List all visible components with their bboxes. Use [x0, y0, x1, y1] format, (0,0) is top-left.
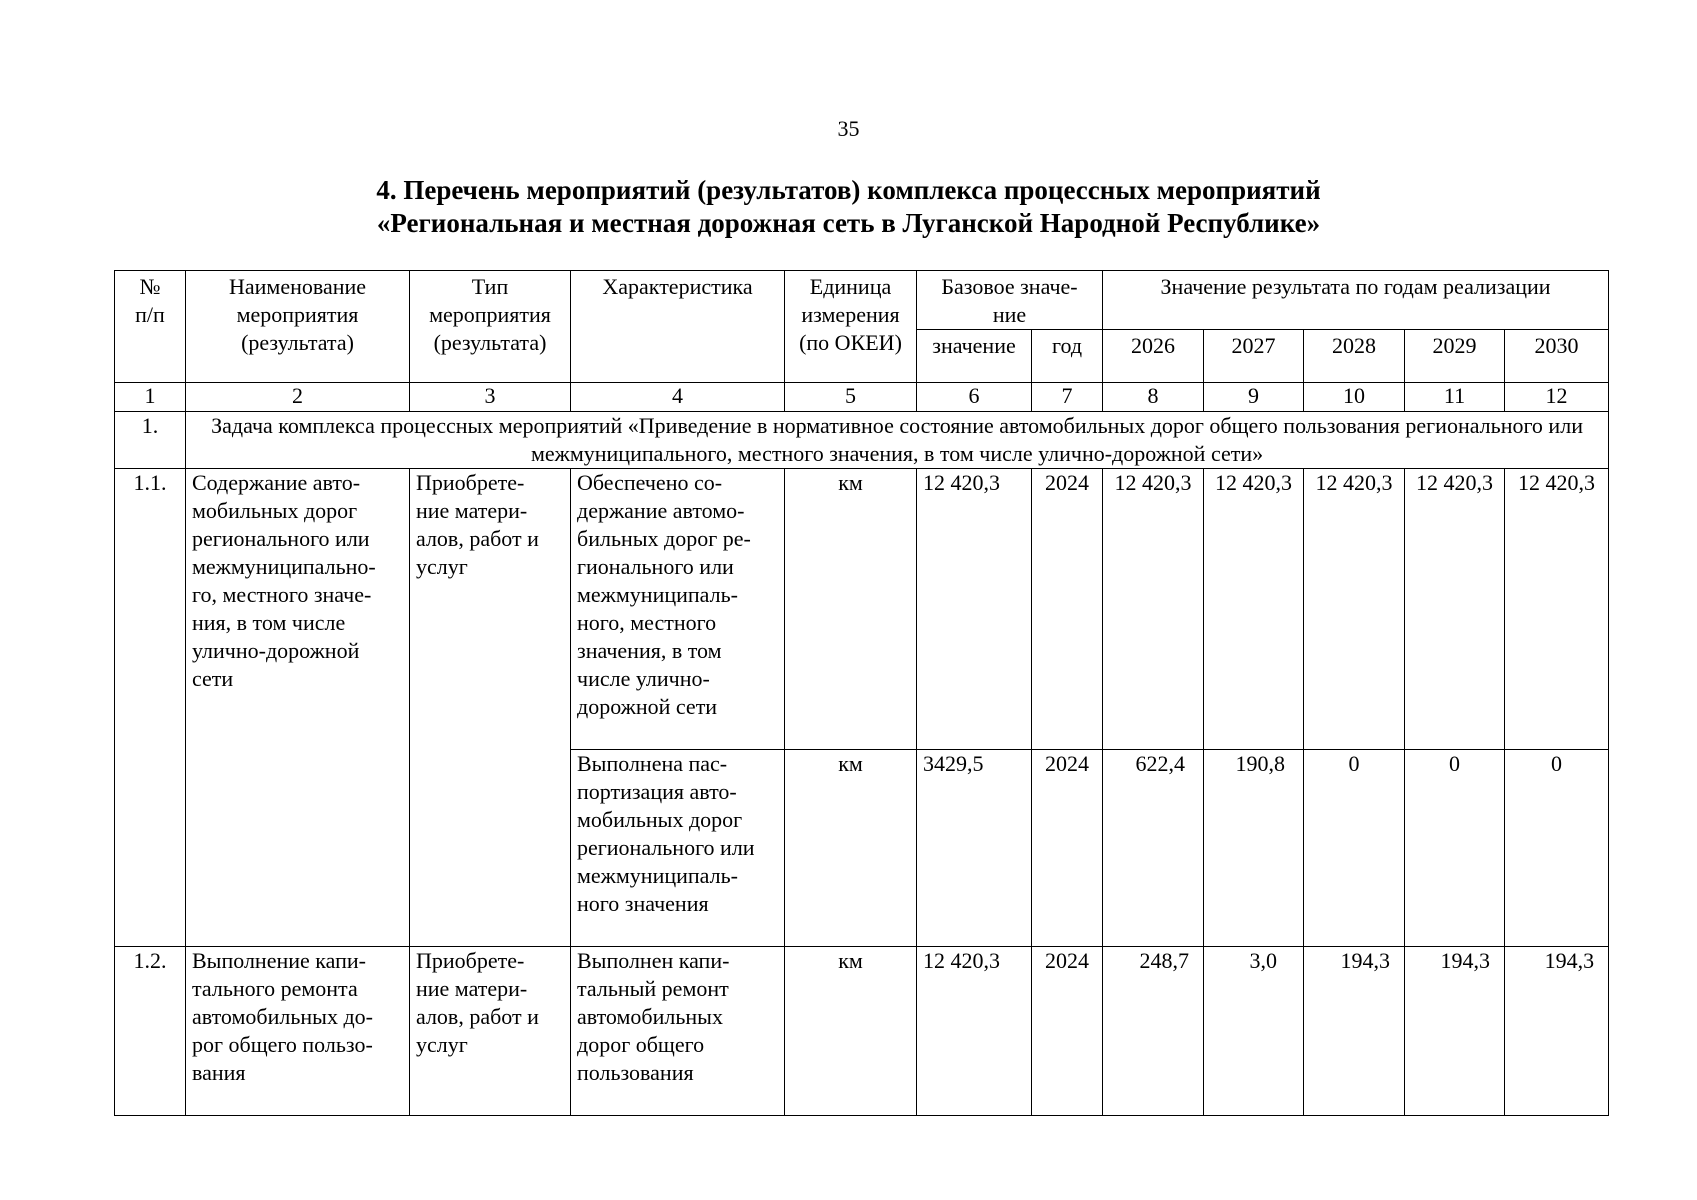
result-value-2030: 194,3	[1505, 947, 1609, 1116]
row-type: Приобрете- ние матери- алов, работ и услуг	[410, 947, 571, 1116]
header-year-2029: 2029	[1405, 330, 1505, 383]
result-characteristic: Выполнена пас- портизация авто- мобильных дорог регионального или межмуниципаль- ного значения	[571, 750, 785, 947]
header-row-1	[115, 271, 1609, 330]
result-value-2028: 12 420,3	[1304, 469, 1405, 750]
result-base-value: 12 420,3	[917, 947, 1032, 1116]
header-year-2028: 2028	[1304, 330, 1405, 383]
column-number: 5	[785, 383, 917, 412]
result-base-value: 12 420,3	[917, 469, 1032, 750]
events-table	[114, 270, 1609, 1116]
header-base: Базовое значе- ние	[917, 271, 1103, 330]
result-base-year: 2024	[1032, 947, 1103, 1116]
header-unit: Единица измерения (по ОКЕИ)	[785, 271, 917, 383]
row-type: Приобрете- ние матери- алов, работ и услуг	[410, 469, 571, 947]
page-number: 35	[837, 116, 860, 141]
result-characteristic: Выполнен капи- тальный ремонт автомобильных дорог общего пользования	[571, 947, 785, 1116]
header-year-2026: 2026	[1103, 330, 1204, 383]
result-characteristic: Обеспечено со- держание автомо- бильных дорог ре- гионального или межмуниципаль- ного, местного значения, в том числе улично- дорожной сети	[571, 469, 785, 750]
header-years-group: Значение результата по годам реализации	[1103, 271, 1609, 330]
row-name: Выполнение капи- тального ремонта автомобильных до- рог общего пользо- вания	[186, 947, 410, 1116]
result-base-value: 3429,5	[917, 750, 1032, 947]
result-value-2030: 12 420,3	[1505, 469, 1609, 750]
result-value-2030: 0	[1505, 750, 1609, 947]
header-type: Тип мероприятия (результата)	[410, 271, 571, 383]
result-value-2026: 622,4	[1103, 750, 1204, 947]
header-year-2030: 2030	[1505, 330, 1609, 383]
header-name: Наименование мероприятия (результата)	[186, 271, 410, 383]
result-value-2028: 0	[1304, 750, 1405, 947]
column-number: 9	[1204, 383, 1304, 412]
document-title-line-2: «Региональная и местная дорожная сеть в Луганской Народной Республике»	[376, 208, 1321, 238]
row-name: Содержание авто- мобильных дорог регионального или межмуниципально- го, местного значе- ния, в том числе улично-дорожной сети	[186, 469, 410, 947]
column-number: 10	[1304, 383, 1405, 412]
task-num: 1.	[115, 412, 186, 469]
table-row	[115, 469, 1609, 750]
column-number: 2	[186, 383, 410, 412]
column-number: 4	[571, 383, 785, 412]
task-text: Задача комплекса процессных мероприятий «Приведение в нормативное состояние автомобильных дорог общего пользования регионального или межмуниципального, местного значения, в том числе улично-дорожной сети»	[186, 412, 1609, 469]
header-num: № п/п	[115, 271, 186, 383]
header-base-year: год	[1032, 330, 1103, 383]
result-value-2029: 194,3	[1405, 947, 1505, 1116]
document-title-line-1: 4. Перечень мероприятий (результатов) комплекса процессных мероприятий	[376, 175, 1321, 205]
result-value-2026: 12 420,3	[1103, 469, 1204, 750]
result-value-2029: 12 420,3	[1405, 469, 1505, 750]
result-value-2027: 190,8	[1204, 750, 1304, 947]
column-number: 11	[1405, 383, 1505, 412]
task-row	[115, 412, 1609, 469]
result-value-2027: 3,0	[1204, 947, 1304, 1116]
header-year-2027: 2027	[1204, 330, 1304, 383]
result-base-year: 2024	[1032, 469, 1103, 750]
document-title	[0, 174, 1697, 240]
result-unit: км	[785, 947, 917, 1116]
result-value-2028: 194,3	[1304, 947, 1405, 1116]
column-number: 8	[1103, 383, 1204, 412]
row-num: 1.1.	[115, 469, 186, 947]
column-number: 7	[1032, 383, 1103, 412]
result-value-2026: 248,7	[1103, 947, 1204, 1116]
column-number: 12	[1505, 383, 1609, 412]
table-row	[115, 947, 1609, 1116]
column-number: 6	[917, 383, 1032, 412]
column-number: 3	[410, 383, 571, 412]
result-unit: км	[785, 469, 917, 750]
column-number: 1	[115, 383, 186, 412]
header-characteristic: Характеристика	[571, 271, 785, 383]
column-number-row	[115, 383, 1609, 412]
result-unit: км	[785, 750, 917, 947]
result-base-year: 2024	[1032, 750, 1103, 947]
result-value-2027: 12 420,3	[1204, 469, 1304, 750]
result-value-2029: 0	[1405, 750, 1505, 947]
header-base-value: значение	[917, 330, 1032, 383]
row-num: 1.2.	[115, 947, 186, 1116]
